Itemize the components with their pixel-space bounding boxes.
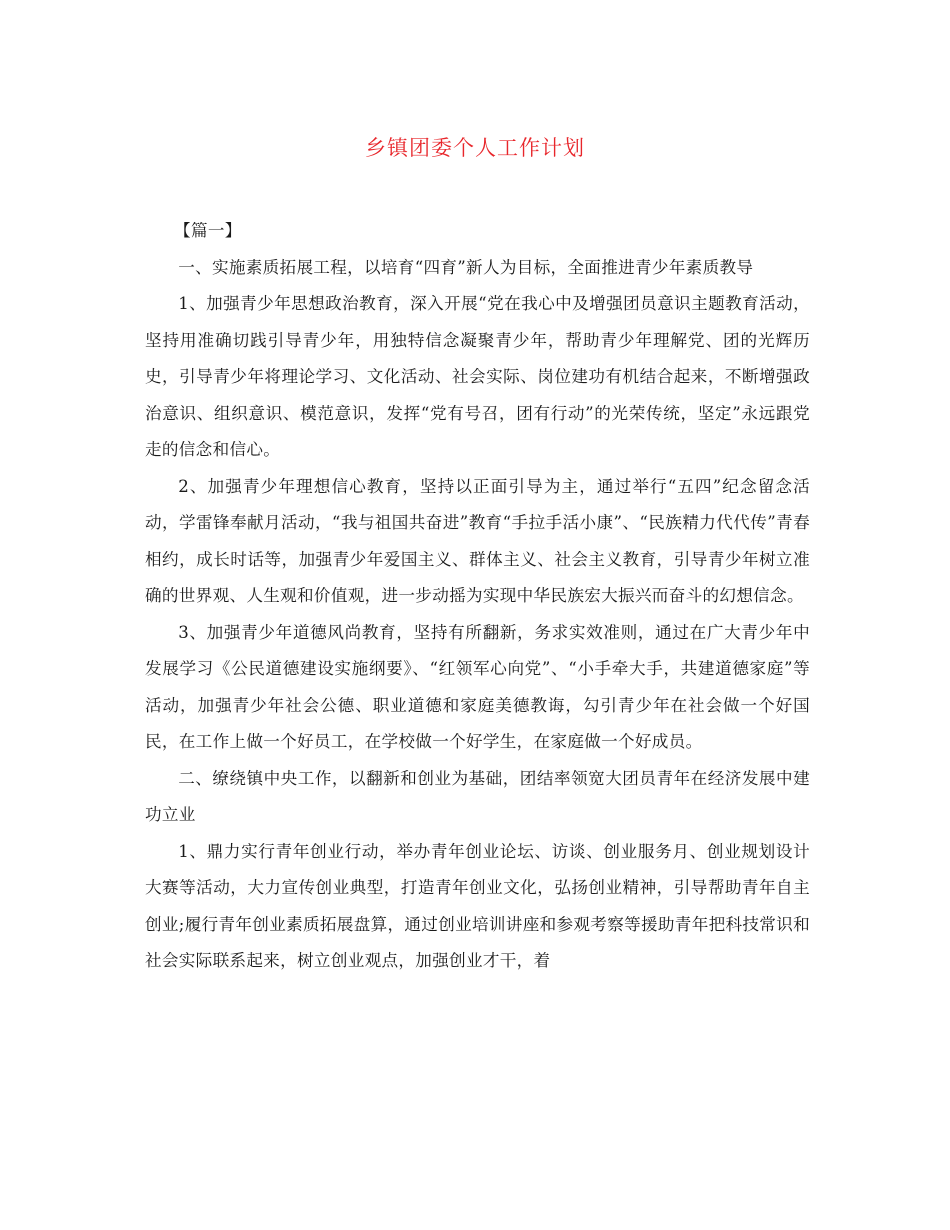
document-body: [145, 213, 810, 980]
paragraph-heading-two: 二、缭绕镇中央工作，以翻新和创业为基础，团结率领宽大团员青年在经济发展中建功立业: [145, 768, 810, 824]
paragraph-item-1-1: 1、加强青少年思想政治教育，深入开展“党在我心中及增强团员意识主题教育活动，坚持用准确切践引导青少年，用独特信念凝聚青少年，帮助青少年理解党、团的光辉历史，引导青少年将理论学习、文化活动、社会实际、岗位建功有机结合起来，不断增强政治意识、组织意识、模范意识，发挥“党有号召，团有行动”的光荣传统，坚定”永远跟党走的信念和信心。: [145, 294, 810, 459]
document-title: 乡镇团委个人工作计划: [365, 136, 585, 160]
section-heading-part-one: 【篇一】: [174, 221, 242, 240]
paragraph-item-1-3: 3、加强青少年道德风尚教育，坚持有所翻新，务求实效准则，通过在广大青少年中发展学习《公民道德建设实施纲要》、“红领军心向党”、“小手牵大手，共建道德家庭”等活动，加强青少年社会公德、职业道德和家庭美德教诲，勾引青少年在社会做一个好国民，在工作上做一个好员工，在学校做一个好学生，在家庭做一个好成员。: [145, 622, 810, 751]
paragraph-heading-one: 一、实施素质拓展工程，以培育“四育”新人为目标，全面推进青少年素质教导: [178, 257, 754, 277]
paragraph-item-1-2: 2、加强青少年理想信心教育，坚持以正面引导为主，通过举行“五四”纪念留念活动，学雷锋奉献月活动，“我与祖国共奋进”教育“手拉手活小康”、“民族精力代代传”青春相约，成长时话等，加强青少年爱国主义、群体主义、社会主义教育，引导青少年树立准确的世界观、人生观和价值观，进一步动摇为实现中华民族宏大振兴而奋斗的幻想信念。: [145, 476, 810, 605]
paragraph-item-2-1: 1、鼎力实行青年创业行动，举办青年创业论坛、访谈、创业服务月、创业规划设计大赛等活动，大力宣传创业典型，打造青年创业文化，弘扬创业精神，引导帮助青年自主创业;履行青年创业素质拓展盘算，通过创业培训讲座和参观考察等援助青年把科技常识和社会实际联系起来，树立创业观点，加强创业才干，着: [145, 841, 810, 970]
